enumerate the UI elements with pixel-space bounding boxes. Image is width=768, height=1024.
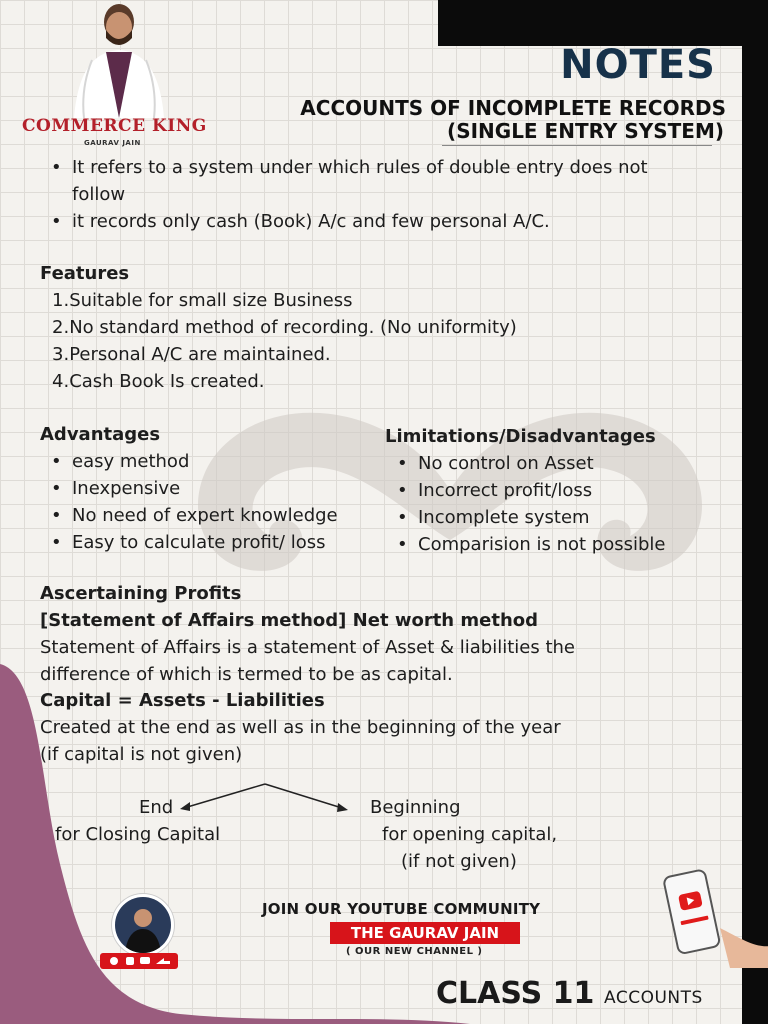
channel-note: ( OUR NEW CHANNEL ) xyxy=(346,946,483,957)
advantage-item: • Inexpensive xyxy=(40,475,338,502)
advantages-heading: Advantages xyxy=(40,424,161,445)
diagram-not-given-label: (if not given) xyxy=(401,851,517,872)
profits-note-line2: (if capital is not given) xyxy=(40,744,243,765)
channel-avatar[interactable] xyxy=(112,894,174,956)
advantage-item: • No need of expert knowledge xyxy=(40,502,338,529)
brand-logo-subtext: GAURAV JAIN xyxy=(84,139,141,147)
feature-text: Personal A/C are maintained. xyxy=(69,344,331,365)
feature-item: 1.Suitable for small size Business xyxy=(52,290,353,311)
avatar-photo xyxy=(115,897,171,953)
profits-method: [Statement of Affairs method] Net worth method xyxy=(40,610,539,631)
page-title-line1: ACCOUNTS OF INCOMPLETE RECORDS xyxy=(300,96,726,120)
youtube-phone-icon xyxy=(660,868,768,968)
intro-bullet-line: • it records only cash (Book) A/c and few personal A/C. xyxy=(72,211,550,232)
intro-bullet xyxy=(40,208,648,235)
features-list xyxy=(40,287,517,395)
limitation-item: • Comparision is not possible xyxy=(386,531,666,558)
feature-item: 4.Cash Book Is created. xyxy=(52,371,265,392)
limitations-list xyxy=(386,450,666,558)
limitation-item: • Incomplete system xyxy=(386,504,666,531)
capital-formula: Capital = Assets - Liabilities xyxy=(40,690,325,711)
intro-bullet xyxy=(40,154,648,208)
profits-heading: Ascertaining Profits xyxy=(40,583,242,604)
feature-item: 2.No standard method of recording. (No uniformity) xyxy=(52,317,517,338)
diagram-closing-label: for Closing Capital xyxy=(55,824,221,845)
limitation-item: • No control on Asset xyxy=(386,450,666,477)
channel-name-badge[interactable]: THE GAURAV JAIN xyxy=(330,922,520,944)
feature-text: Suitable for small size Business xyxy=(69,290,353,311)
intro-bullet-line: • It refers to a system under which rules of double entry does not xyxy=(72,157,648,178)
join-youtube-text: JOIN OUR YOUTUBE COMMUNITY xyxy=(262,900,541,918)
top-right-border xyxy=(438,0,768,46)
diagram-end-label: End xyxy=(139,797,174,818)
profits-desc-line1: Statement of Affairs is a statement of Asset & liabilities the xyxy=(40,637,575,658)
feature-text: Cash Book Is created. xyxy=(69,371,265,392)
advantage-item: • Easy to calculate profit/ loss xyxy=(40,529,338,556)
notes-heading: NOTES xyxy=(560,42,716,88)
diagram-opening-label: for opening capital, xyxy=(382,824,558,845)
subject-label: ACCOUNTS xyxy=(604,988,703,1008)
branch-arrows xyxy=(178,780,353,820)
advantage-item: • easy method xyxy=(40,448,338,475)
intro-list xyxy=(40,154,648,235)
profits-note-line1: Created at the end as well as in the beginning of the year xyxy=(40,717,561,738)
limitations-heading: Limitations/Disadvantages xyxy=(385,426,656,447)
brand-logo: COMMERCE KING xyxy=(22,116,207,136)
advantages-list xyxy=(40,448,338,556)
title-divider xyxy=(442,145,712,146)
presenter-photo xyxy=(64,0,174,118)
intro-bullet-line: follow xyxy=(72,184,126,205)
diagram-beginning-label: Beginning xyxy=(370,797,461,818)
page-title-line2: (SINGLE ENTRY SYSTEM) xyxy=(447,119,724,143)
feature-text: No standard method of recording. (No uniformity) xyxy=(69,317,517,338)
limitation-item: • Incorrect profit/loss xyxy=(386,477,666,504)
like-bell-share-icons xyxy=(100,953,178,969)
profits-desc-line2: difference of which is termed to be as capital. xyxy=(40,664,453,685)
class-label: CLASS 11 xyxy=(436,976,595,1011)
feature-item: 3.Personal A/C are maintained. xyxy=(52,344,331,365)
features-heading: Features xyxy=(40,263,130,284)
